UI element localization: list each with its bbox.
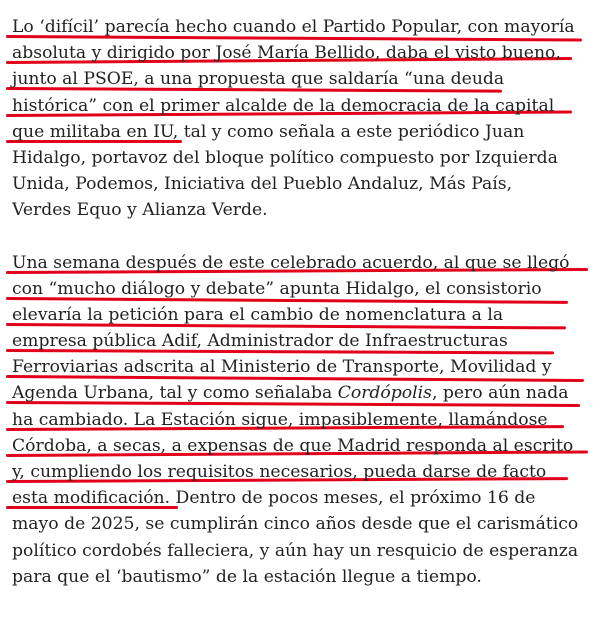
text-line	[12, 433, 600, 459]
text-line	[12, 328, 600, 354]
text-line	[12, 250, 600, 276]
text-line	[12, 93, 600, 119]
line-text: Unida, Podemos, Iniciativa del Pueblo Andaluz, Más País,	[12, 174, 513, 195]
line-text: Agenda Urbana, tal y como señalaba Cordópolis, pero aún nada	[12, 383, 569, 404]
text-line	[12, 40, 600, 66]
text-line	[12, 119, 600, 145]
line-text: esta modificación. Dentro de pocos meses, el próximo 16 de	[12, 488, 536, 509]
text-line	[12, 145, 600, 171]
text-line	[12, 354, 600, 380]
text-line	[12, 459, 600, 485]
line-text: ha cambiado. La Estación sigue, impasiblemente, llamándose	[12, 409, 548, 430]
publication-name: Cordópolis	[337, 383, 432, 404]
text-line	[12, 276, 600, 302]
text-line	[12, 511, 600, 537]
line-text: Verdes Equo y Alianza Verde.	[12, 200, 268, 221]
text-line	[12, 66, 600, 92]
text-line	[12, 564, 600, 590]
paragraph-spacer	[12, 224, 600, 250]
text-line	[12, 14, 600, 40]
line-text: y, cumpliendo los requisitos necesarios, pueda darse de facto	[12, 462, 547, 482]
line-text: empresa pública Adif, Administrador de Infraestructuras	[12, 331, 508, 352]
line-text: absoluta y dirigido por José María Bellido, daba el visto bueno,	[12, 43, 561, 64]
line-text: para que el ‘bautismo” de la estación llegue a tiempo.	[12, 566, 482, 587]
line-text: mayo de 2025, se cumplirán cinco años desde que el carismático	[12, 514, 579, 535]
line-text: con “mucho diálogo y debate” apunta Hidalgo, el consistorio	[12, 278, 542, 299]
line-text: Ferroviarias adscrita al Ministerio de Transporte, Movilidad y	[12, 357, 552, 378]
article-body	[12, 14, 600, 590]
line-text: Lo ‘difícil’ parecía hecho cuando el Partido Popular, con mayoría	[12, 17, 575, 37]
text-line	[12, 485, 600, 511]
text-line	[12, 380, 600, 406]
text-line	[12, 407, 600, 433]
line-text: histórica” con el primer alcalde de la democracia de la capital	[12, 95, 555, 116]
line-text: junto al PSOE, a una propuesta que saldaría “una deuda	[12, 69, 505, 90]
line-text: Córdoba, a secas, a expensas de que Madrid responda al escrito	[12, 435, 574, 456]
paragraph-2	[12, 250, 600, 590]
text-line	[12, 302, 600, 328]
text-line	[12, 197, 600, 223]
text-line	[12, 171, 600, 197]
line-text: elevaría la petición para el cambio de nomenclatura a la	[12, 304, 504, 325]
line-text: que militaba en IU, tal y como señala a este periódico Juan	[12, 121, 525, 142]
paragraph-1	[12, 14, 600, 224]
line-text: Hidalgo, portavoz del bloque político compuesto por Izquierda	[12, 147, 558, 168]
line-text: Una semana después de este celebrado acuerdo, al que se llegó	[12, 252, 570, 273]
line-text: político cordobés falleciera, y aún hay un resquicio de esperanza	[12, 540, 579, 561]
text-line	[12, 538, 600, 564]
